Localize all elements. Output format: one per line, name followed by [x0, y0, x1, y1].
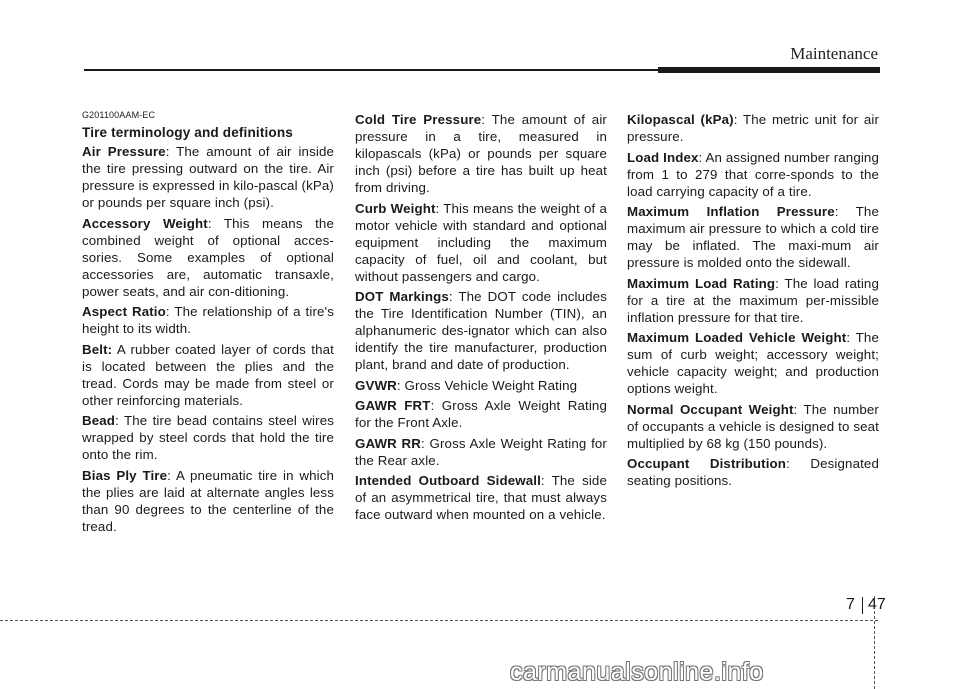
definition-term: DOT Markings: [355, 289, 449, 304]
section-title: Tire terminology and definitions: [82, 125, 293, 140]
definition-term: Bead: [82, 413, 116, 428]
definition-item: [627, 111, 879, 145]
definition-text: : The tire bead contains steel wires wrapped by steel cords that hold the tire onto the rim.: [82, 413, 334, 462]
definition-text: : This means the weight of a motor vehicle with standard and optional equipment including the maximum capacity of fuel, oil and coolant, but without passengers and cargo.: [355, 200, 607, 284]
definition-item: [355, 397, 607, 431]
definition-term: Maximum Inflation Pressure: [627, 204, 835, 219]
header-rule-accent: [658, 67, 880, 73]
definition-item: [355, 435, 607, 469]
definition-term: Maximum Load Rating: [627, 275, 776, 291]
definition-item: [627, 203, 879, 271]
definition-text: : The metric unit for air pressure.: [627, 112, 880, 144]
header-title: Maintenance: [790, 44, 878, 63]
definition-text: : The load rating for a tire at the maximum per-missible inflation pressure for that tire.: [627, 275, 879, 325]
definition-item: [82, 412, 334, 463]
definition-item: [355, 111, 607, 196]
definition-term: Maximum Loaded Vehicle Weight: [627, 330, 847, 345]
definition-term: Intended Outboard Sidewall: [355, 473, 541, 488]
column-3: [627, 111, 879, 493]
definition-term: GAWR FRT: [355, 398, 431, 413]
definition-text: : This means the combined weight of optional acces-sories. Some examples of optional accessories are, automatic transaxle, power seats, and air con-ditioning.: [82, 215, 334, 299]
definition-text: : The number of occupants a vehicle is designed to seat multiplied by 68 kg (150 pounds).: [627, 401, 879, 451]
definition-text: : Gross Axle Weight Rating for the Rear axle.: [355, 435, 607, 468]
definition-item: [627, 455, 879, 489]
definition-list: [355, 111, 607, 523]
definition-text: : A pneumatic tire in which the plies are laid at alternate angles less than 90 degrees to the centerline of the tread.: [82, 467, 335, 534]
definition-item: [355, 472, 607, 523]
definition-text: : Gross Axle Weight Rating for the Front Axle.: [355, 398, 607, 430]
definition-text: : The DOT code includes the Tire Identification Number (TIN), an alphanumeric des-ignator which can also identify the tire manufacturer, production plant, brand and date of production.: [355, 289, 607, 372]
definition-text: : The amount of air inside the tire pressing outward on the tire. Air pressure is expressed in kilo-pascal (kPa) or pounds per square inch (psi).: [82, 144, 334, 210]
column-2: [355, 111, 607, 527]
definition-item: [627, 401, 879, 452]
definition-text: : Designated seating positions.: [627, 456, 879, 488]
definition-item: [82, 341, 334, 409]
column-1: [82, 110, 334, 538]
definition-term: Accessory Weight: [82, 215, 208, 231]
definition-item: [627, 275, 879, 326]
definition-item: [82, 303, 334, 337]
definition-item: [82, 215, 334, 300]
definition-term: Normal Occupant Weight: [627, 401, 794, 417]
section-code: G201100AAM-EC: [82, 110, 156, 120]
definition-term: Belt:: [82, 341, 113, 357]
definition-text: : The amount of air pressure in a tire, measured in kilopascals (kPa) or pounds per square inch (psi) before a tire has built up heat from driving.: [355, 112, 607, 195]
definition-item: [82, 467, 334, 535]
definition-term: Bias Ply Tire: [82, 467, 168, 483]
definition-item: [355, 377, 607, 394]
definition-text: : Gross Vehicle Weight Rating: [396, 377, 578, 393]
definition-term: GVWR: [355, 377, 397, 393]
definition-text: : The maximum air pressure to which a cold tire may be inflated. The maxi-mum air pressure is molded onto the sidewall.: [627, 204, 879, 270]
definition-term: Occupant Distribution: [627, 456, 787, 471]
definition-list: [82, 143, 334, 535]
definition-term: GAWR RR: [355, 435, 422, 451]
definition-item: [627, 329, 879, 397]
chapter-number: 7: [846, 596, 855, 613]
definition-item: [355, 200, 607, 285]
definition-term: Air Pressure: [82, 144, 166, 159]
definition-text: : The sum of curb weight; accessory weight; vehicle capacity weight; and production options weight.: [627, 330, 879, 396]
definition-term: Kilopascal (kPa): [627, 112, 734, 127]
definition-term: Aspect Ratio: [82, 304, 166, 319]
definition-term: Load Index: [627, 149, 699, 165]
definition-text: : The relationship of a tire's height to its width.: [82, 304, 334, 336]
page-number: 47: [868, 596, 886, 613]
definition-text: : The side of an asymmetrical tire, that must always face outward when mounted on a vehicle.: [355, 473, 607, 522]
footer-rule: [0, 620, 878, 621]
definition-text: A rubber coated layer of cords that is located between the plies and the tread. Cords may be made from steel or other reinforcing materials.: [82, 341, 334, 408]
definition-term: Curb Weight: [355, 200, 436, 216]
definition-item: [627, 149, 879, 200]
definition-item: [355, 288, 607, 373]
definition-item: [82, 143, 334, 211]
watermark: carmanualsonline.info: [510, 658, 764, 686]
definition-text: : An assigned number ranging from 1 to 279 that corre-sponds to the load carrying capacity of a tire.: [627, 149, 879, 199]
definition-term: Cold Tire Pressure: [355, 112, 482, 127]
page-number-separator: [862, 597, 863, 614]
definition-list: [627, 111, 879, 489]
